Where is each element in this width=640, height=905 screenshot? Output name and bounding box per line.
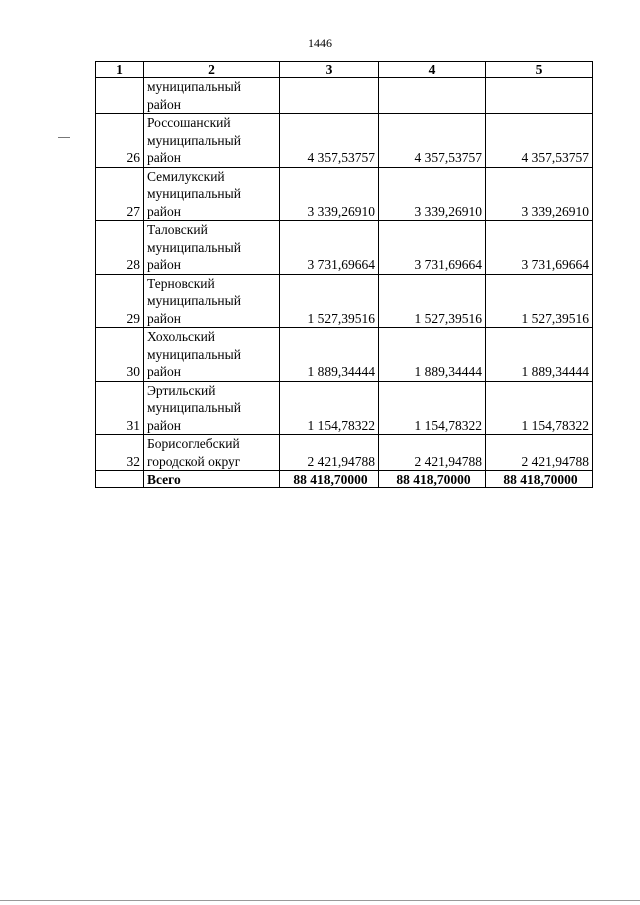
value-col5: 1 154,78322 (486, 381, 593, 435)
value-col4 (379, 78, 486, 114)
value-col3: 3 339,26910 (280, 167, 379, 221)
row-number: 32 (96, 435, 144, 471)
district-name: Терновский муниципальный район (144, 274, 280, 328)
total-empty-cell (96, 471, 144, 488)
table-row (96, 435, 593, 471)
value-col5: 2 421,94788 (486, 435, 593, 471)
total-col4: 88 418,70000 (379, 471, 486, 488)
table-row (96, 114, 593, 168)
row-number: 27 (96, 167, 144, 221)
value-col5: 1 527,39516 (486, 274, 593, 328)
value-col5: 1 889,34444 (486, 328, 593, 382)
row-number (96, 78, 144, 114)
table-row (96, 328, 593, 382)
value-col5 (486, 78, 593, 114)
value-col4: 2 421,94788 (379, 435, 486, 471)
value-col3 (280, 78, 379, 114)
value-col4: 1 154,78322 (379, 381, 486, 435)
value-col3: 1 889,34444 (280, 328, 379, 382)
header-row (96, 62, 593, 78)
column-header: 5 (486, 62, 593, 78)
value-col5: 3 339,26910 (486, 167, 593, 221)
table-row (96, 221, 593, 275)
value-col4: 3 731,69664 (379, 221, 486, 275)
district-name: Эртильский муниципальный район (144, 381, 280, 435)
total-col5: 88 418,70000 (486, 471, 593, 488)
value-col3: 3 731,69664 (280, 221, 379, 275)
total-col3: 88 418,70000 (280, 471, 379, 488)
bottom-edge-line (0, 900, 640, 901)
district-name: Семилукский муниципальный район (144, 167, 280, 221)
row-number: 29 (96, 274, 144, 328)
value-col4: 3 339,26910 (379, 167, 486, 221)
value-col4: 4 357,53757 (379, 114, 486, 168)
district-name: Борисоглебский городской округ (144, 435, 280, 471)
district-name: Россошанский муниципальный район (144, 114, 280, 168)
table-row (96, 381, 593, 435)
value-col3: 1 527,39516 (280, 274, 379, 328)
value-col5: 4 357,53757 (486, 114, 593, 168)
value-col4: 1 889,34444 (379, 328, 486, 382)
value-col3: 4 357,53757 (280, 114, 379, 168)
column-header: 3 (280, 62, 379, 78)
row-number: 31 (96, 381, 144, 435)
budget-table (95, 61, 593, 488)
row-number: 26 (96, 114, 144, 168)
column-header: 2 (144, 62, 280, 78)
row-number: 28 (96, 221, 144, 275)
row-number: 30 (96, 328, 144, 382)
total-row (96, 471, 593, 488)
value-col3: 2 421,94788 (280, 435, 379, 471)
column-header: 4 (379, 62, 486, 78)
page-number: 1446 (308, 36, 332, 50)
margin-mark (58, 137, 70, 138)
total-label: Всего (144, 471, 280, 488)
value-col3: 1 154,78322 (280, 381, 379, 435)
value-col5: 3 731,69664 (486, 221, 593, 275)
column-header: 1 (96, 62, 144, 78)
district-name: Таловский муниципальный район (144, 221, 280, 275)
table-row (96, 78, 593, 114)
district-name: Хохольский муниципальный район (144, 328, 280, 382)
district-name: муниципальный район (144, 78, 280, 114)
table-row (96, 167, 593, 221)
value-col4: 1 527,39516 (379, 274, 486, 328)
table-row (96, 274, 593, 328)
